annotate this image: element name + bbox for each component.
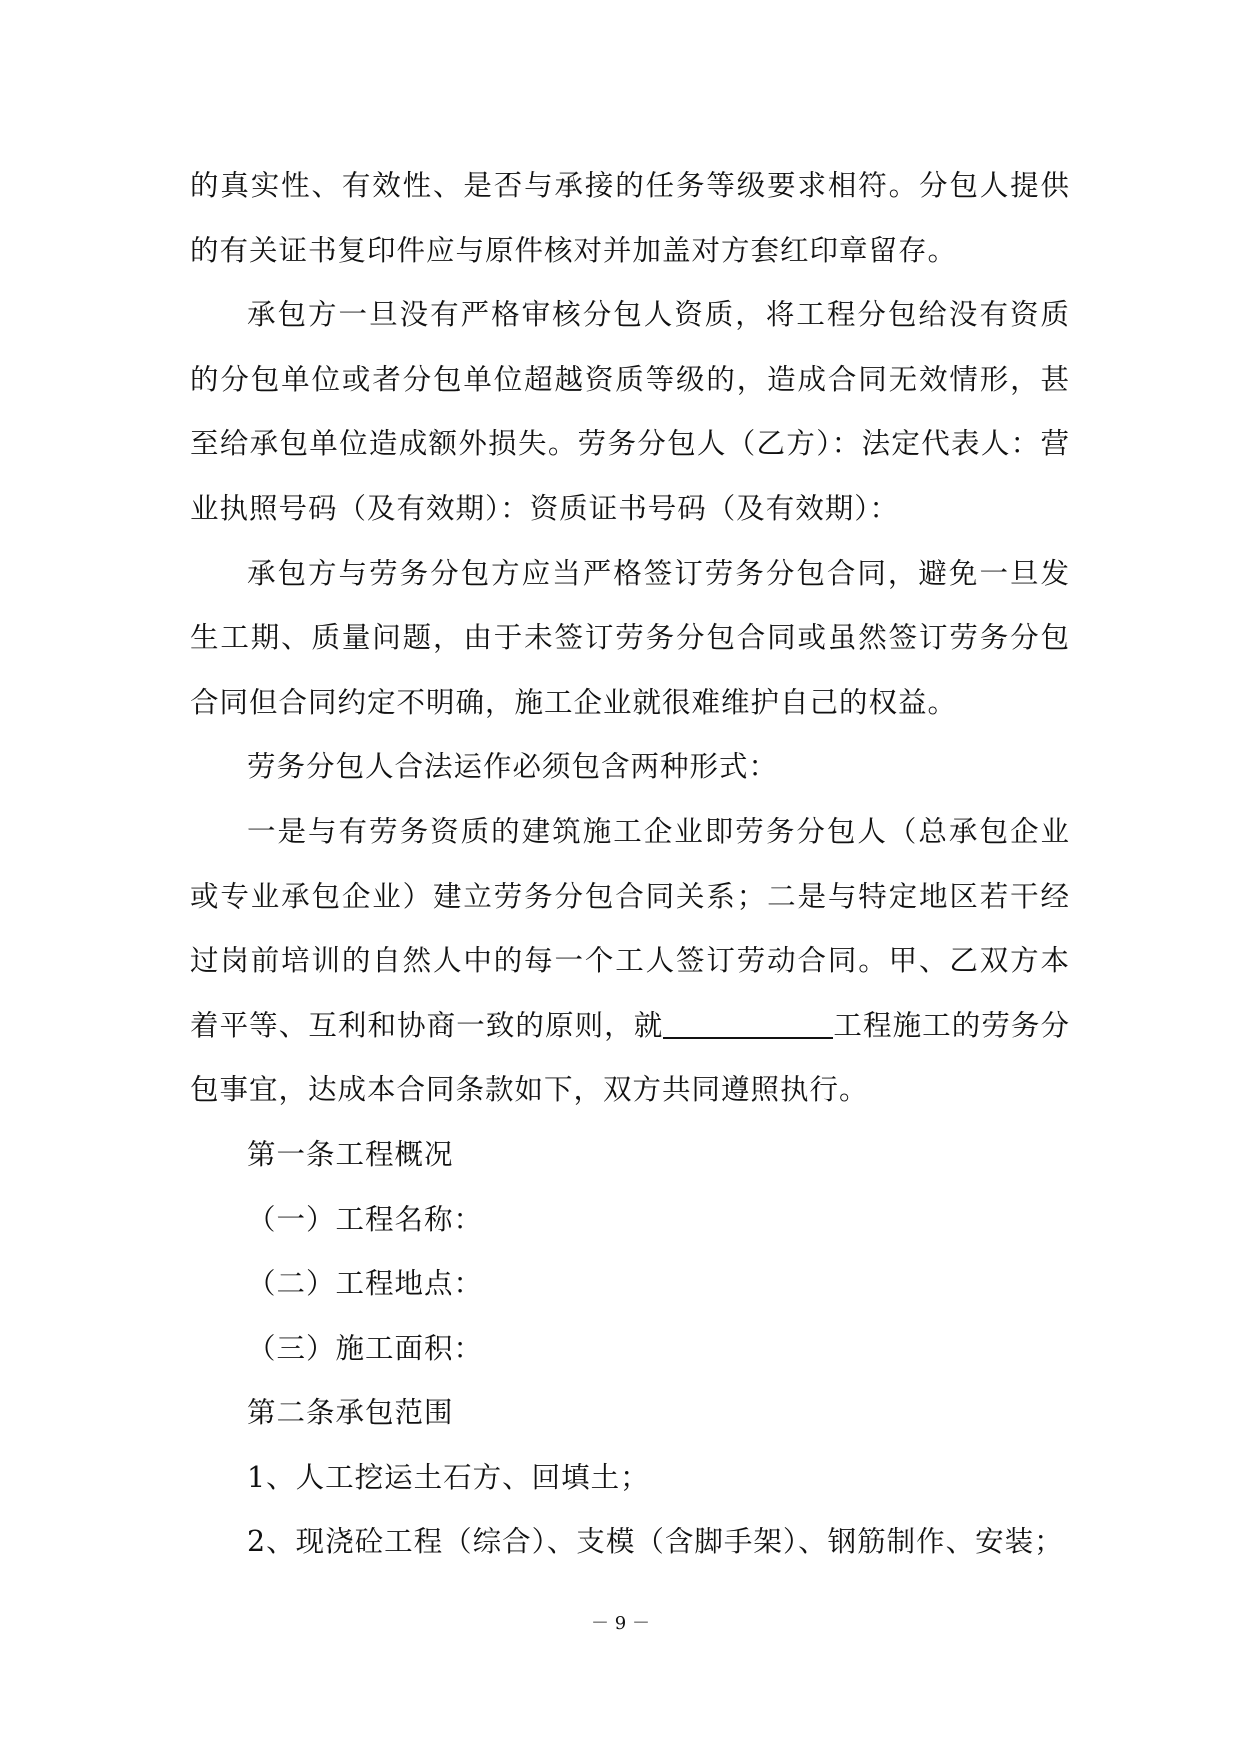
paragraph-contract-signing: 承包方与劳务分包方应当严格签订劳务分包合同，避免一旦发生工期、质量问题，由于未签订劳务分包合同或虽然签订劳务分包合同但合同约定不明确，施工企业就很难维护自己的权益。 [190,556,1070,719]
section-heading-contract-scope: 第二条承包范围 [247,1396,454,1430]
paragraph-two-forms: 劳务分包人合法运作必须包含两种形式： [247,750,779,784]
agreement-text-after-blank: 工程施工的劳务分包事宜，达成本合同条款如下，双方共同遵照执行。 [190,1008,1070,1107]
agreement-text-before-blank: 一是与有劳务资质的建筑施工企业即劳务分包人（总承包企业或专业承包企业）建立劳务分包合同关系；二是与特定地区若干经过岗前培训的自然人中的每一个工人签订劳动合同。甲、乙双方本着平等、互利和协商一致的原则，就 [190,814,1070,1042]
list-item: （三）施工面积： [247,1331,484,1365]
list-item: （二）工程地点： [247,1267,484,1301]
list-item: 1、人工挖运土石方、回填土； [247,1460,650,1494]
project-name-blank-line [663,1007,833,1039]
section-heading-project-overview: 第一条工程概况 [247,1137,454,1171]
page-number: － 9 － [591,1613,650,1634]
list-item: （一）工程名称： [247,1202,484,1236]
paragraph-agreement [190,800,1070,1123]
paragraph-qualification-review: 承包方一旦没有严格审核分包人资质，将工程分包给没有资质的分包单位或者分包单位超越资质等级的，造成合同无效情形，甚至给承包单位造成额外损失。劳务分包人（乙方）：法定代表人：营业执照号码（及有效期）：资质证书号码（及有效期）： [190,298,1070,525]
paragraph-continuation: 的真实性、有效性、是否与承接的任务等级要求相符。分包人提供的有关证书复印件应与原件核对并加盖对方套红印章留存。 [190,169,1070,267]
list-item: 2、现浇砼工程（综合）、支模（含脚手架）、钢筋制作、安装； [247,1525,1064,1559]
document-body [190,154,1070,1575]
